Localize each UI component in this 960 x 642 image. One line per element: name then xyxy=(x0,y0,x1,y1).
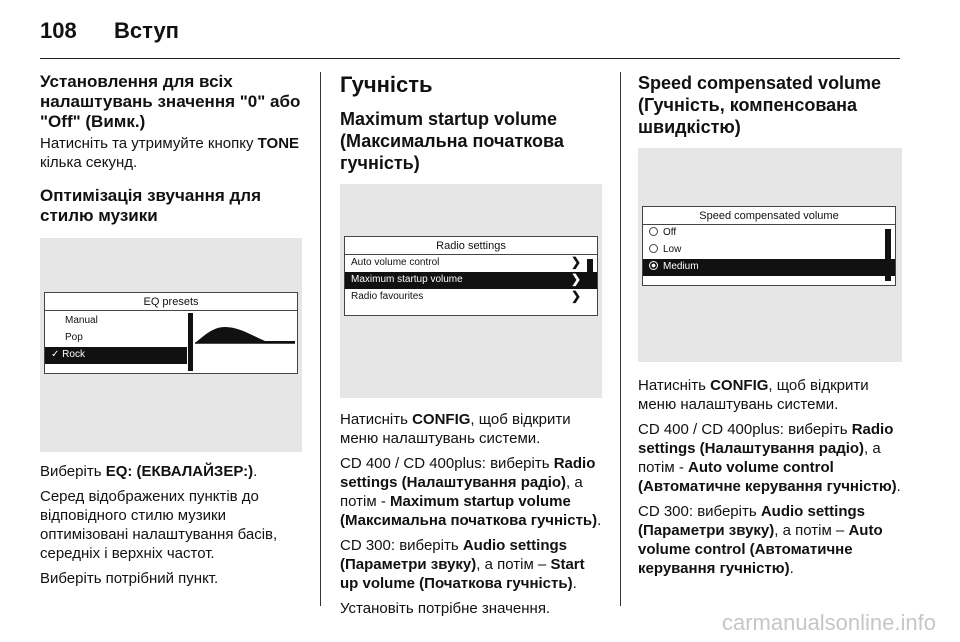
paragraph: Виберіть потрібний пункт. xyxy=(40,570,219,587)
paragraph: Натисніть та утримуйте кнопку TONE кілька секунд. xyxy=(40,135,300,171)
column-divider xyxy=(320,72,321,606)
heading-speed-compensated-volume: Speed compensated volume (Гучність, компенсована швидкістю) xyxy=(638,73,882,137)
watermark: carmanualsonline.info xyxy=(721,610,936,635)
paragraph: Серед відображених пунктів до відповідного стилю музики оптимізовані налаштування басів, середніх і верхніх частот. xyxy=(40,488,278,562)
radio-button-selected[interactable] xyxy=(649,261,658,270)
header-rule xyxy=(40,58,900,59)
paragraph: Установіть потрібне значення. xyxy=(340,600,551,617)
scrollbar[interactable] xyxy=(188,313,193,371)
screen-title: Speed compensated volume xyxy=(643,207,895,225)
radio-option-selected[interactable]: Medium xyxy=(643,259,895,276)
paragraph: CD 300: виберіть Audio settings (Параметри звуку), а потім – Start up volume (Початкова гучність). xyxy=(340,537,585,592)
screen-title: Radio settings xyxy=(345,237,597,255)
scrollbar[interactable] xyxy=(587,259,593,289)
eq-presets-screen xyxy=(44,292,298,374)
check-icon: ✓ xyxy=(51,349,63,360)
menu-item-selected[interactable]: ✓ Rock xyxy=(45,347,187,364)
section-title: Вступ xyxy=(114,18,179,43)
radio-button[interactable] xyxy=(649,227,658,236)
eq-curve-graphic xyxy=(195,313,295,373)
radio-settings-screen xyxy=(344,236,598,316)
screen-title: EQ presets xyxy=(45,293,297,311)
menu-item[interactable]: Manual xyxy=(65,315,98,326)
radio-option[interactable]: Low xyxy=(643,242,895,259)
radio-button[interactable] xyxy=(649,244,658,253)
speed-volume-screen xyxy=(642,206,896,286)
menu-item-selected[interactable]: Maximum startup volume ❯ xyxy=(345,272,597,289)
chevron-right-icon: ❯ xyxy=(570,255,581,269)
menu-item[interactable]: Auto volume control ❯ xyxy=(351,255,581,269)
chevron-right-icon: ❯ xyxy=(570,272,581,286)
page-number: 108 xyxy=(40,18,77,43)
menu-item[interactable]: Pop xyxy=(65,332,83,343)
paragraph: Натисніть CONFIG, щоб відкрити меню налаштувань системи. xyxy=(340,411,571,447)
paragraph: Виберіть EQ: (ЕКВАЛАЙЗЕР:). xyxy=(40,463,258,480)
column-2 xyxy=(340,72,602,618)
page-header xyxy=(40,18,179,44)
chevron-right-icon: ❯ xyxy=(570,289,581,303)
radio-option[interactable]: Off xyxy=(643,225,895,242)
eq-presets-screenshot xyxy=(40,238,302,452)
heading-reset-settings: Установлення для всіх налаштувань значення "0" або "Off" (Вимк.) xyxy=(40,72,301,131)
heading-volume: Гучність xyxy=(340,72,433,97)
heading-music-style: Оптимізація звучання для стилю музики xyxy=(40,186,262,225)
column-3 xyxy=(638,72,902,578)
menu-item[interactable]: Radio favourites ❯ xyxy=(351,289,581,303)
paragraph: Натисніть CONFIG, щоб відкрити меню налаштувань системи. xyxy=(638,377,869,413)
column-1 xyxy=(40,72,302,588)
heading-max-startup-volume: Maximum startup volume (Максимальна початкова гучність) xyxy=(340,109,564,173)
radio-settings-screenshot xyxy=(340,184,602,398)
speed-volume-screenshot xyxy=(638,148,902,362)
paragraph: CD 400 / CD 400plus: виберіть Radio settings (Налаштування радіо), а потім - Auto volume control (Автоматичне керування гучністю). xyxy=(638,421,901,495)
paragraph: CD 300: виберіть Audio settings (Параметри звуку), а потім – Auto volume control (Автоматичне керування гучністю). xyxy=(638,503,883,577)
paragraph: CD 400 / CD 400plus: виберіть Radio settings (Налаштування радіо), а потім - Maximum startup volume (Максимальна початкова гучність). xyxy=(340,455,602,529)
scrollbar[interactable] xyxy=(885,229,891,281)
column-divider xyxy=(620,72,621,606)
